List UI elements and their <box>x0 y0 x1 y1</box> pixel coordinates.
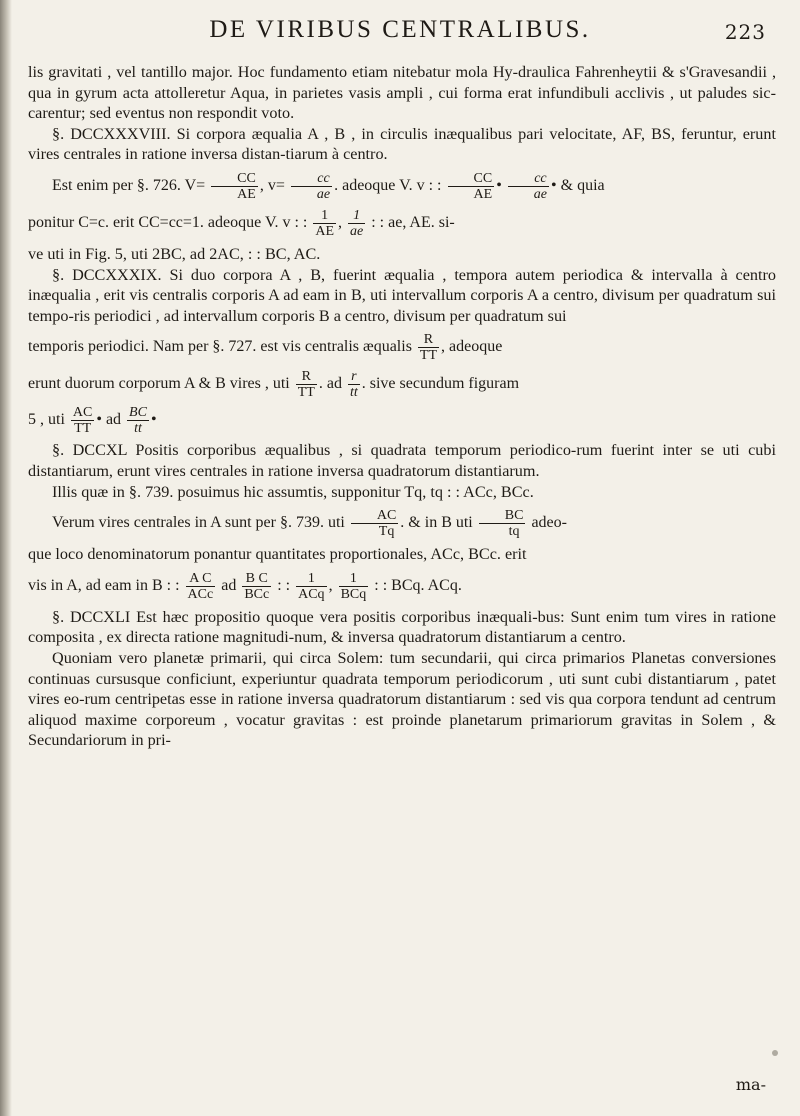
fraction: $\frac{R}{TT}$ <box>297 369 315 401</box>
paragraph: lis gravitati , vel tantillo major. Hoc fundamento etiam nitebatur mola Hy-draulica Fahrenheytii & s'Gravesandii , qua in gyrum acta attolleretur Aqua, in parietes vasis ampli , cui forma erat infundibuli acclivis , ut paludes sic-carentur; sed eventus non respondit voto. <box>28 63 776 123</box>
fraction: $\frac{1}{AE}$ <box>315 207 334 239</box>
paragraph: ve uti in Fig. 5, uti 2BC, ad 2AC, : : BC, AC. <box>28 244 321 263</box>
fraction: $\frac{cc}{ae}$ <box>291 171 332 202</box>
fraction: $\frac{1}{\text{BCq}}$ <box>340 570 367 602</box>
fraction: $\frac{BC}{tt}$ <box>129 405 147 437</box>
formula-line: temporis periodici. Nam per §. 727. est vis centralis æqualis $\frac{R}{TT}$ , adeoque <box>28 332 503 364</box>
body-text <box>28 62 776 751</box>
fraction: $\frac{\text{B C}}{\text{BCc}}$ <box>244 570 270 602</box>
paragraph-738: §. DCCXXXVIII. Si corpora æqualia A , B , in circulis inæqualibus pari velocitate, AF, BS, feruntur, erunt vires centrales in ratione inversa distan-tiarum à centro. <box>28 124 776 164</box>
binding-gutter <box>0 0 12 1116</box>
fraction: $\frac{1}{ae}$ <box>350 207 364 239</box>
formula-line: ponitur C=c. erit CC=cc=1. adeoque V. v : : $\frac{1}{AE}$ , $\frac{1}{ae}$ : : ae, AE. si- <box>28 207 455 239</box>
fraction: $\frac{R}{TT}$ <box>419 332 438 364</box>
paragraph: que loco denominatorum ponantur quantitates proportionales, ACc, BCc. erit <box>28 545 527 564</box>
fraction: $\frac{CC}{AE}$ <box>211 171 258 202</box>
paragraph-739: §. DCCXXXIX. Si duo corpora A , B, fuerint æqualia , tempora autem periodica & intervalla à centro inæqualia , erit vis centralis corporis A ad eam in B, uti intervallum corporis A a centro, divisum per quadratum sui tempo-ris periodici , ad intervallum corporis B a centro, divisum per quadratum sui <box>28 265 776 325</box>
fraction: $\frac{r}{tt}$ <box>349 369 358 401</box>
fraction: $\frac{CC}{AE}$ <box>448 171 495 202</box>
formula-line: erunt duorum corporum A & B vires , uti $\frac{R}{TT}$ . ad $\frac{r}{tt}$ . sive secundum figuram <box>28 369 520 401</box>
paragraph: Quoniam vero planetæ primarii, qui circa Solem: tum secundarii, qui circa primarios Planetas conversiones continuas cursusque conficiunt, experiuntur quadrata temporum periodicorum , uti sunt cubi distantiarum , patet vires eo-rum centripetas esse in ratione inversa quadratorum distantiarum : sed vis qua corpora tendunt ad centrum aliquod maxime corporeum , vocatur gravitas : est proinde planetarum primariorum gravitas in Solem , & Secundariorum in pri- <box>28 648 776 750</box>
fraction: $\frac{AC}{Tq}$ <box>351 508 398 539</box>
ink-mark <box>772 1050 778 1056</box>
page-header <box>0 16 800 56</box>
fraction: $\frac{1}{\text{ACq}}$ <box>298 570 325 602</box>
paragraph: Illis quæ in §. 739. posuimus hic assumtis, supponitur Tq, tq : : ACc, BCc. <box>52 482 534 501</box>
formula-line: 5 , uti $\frac{AC}{TT}$ • ad $\frac{BC}{tt}$ • <box>28 405 157 437</box>
formula-line: Verum vires centrales in A sunt per §. 739. uti $\frac{AC}{Tq}$ . & in B uti $\frac{BC}{tq}$ adeo- <box>52 508 567 540</box>
fraction: $\frac{cc}{ae}$ <box>508 171 549 202</box>
running-head: DE VIRIBUS CENTRALIBUS. <box>209 16 591 43</box>
paragraph-740: §. DCCXL Positis corporibus æqualibus , si quadrata temporum periodico-rum fuerint inter se uti cubi distantiarum, erunt vires centrales in ratione inversa quadratorum distantiarum. <box>28 441 776 480</box>
formula-line: Est enim per §. 726. V= $\frac{CC}{AE}$ , v= $\frac{cc}{ae}$ . adeoque V. v : : $\frac{CC}{AE}$ • $\frac{cc}{ae}$ • & quia <box>52 170 605 202</box>
paragraph-741: §. DCCXLI Est hæc propositio quoque vera positis corporibus inæquali-bus: Sunt enim tum vires in ratione composita , ex directa ratione magnitudi-num, & inversa quadratorum distantiarum a centro. <box>28 607 776 647</box>
fraction: $\frac{\text{A C}}{\text{ACc}}$ <box>187 570 214 602</box>
fraction: $\frac{AC}{TT}$ <box>72 405 93 437</box>
catchword: ma- <box>735 1075 766 1094</box>
fraction: $\frac{BC}{tq}$ <box>479 508 526 539</box>
page-number: 223 <box>724 20 766 44</box>
formula-line: vis in A, ad eam in B : : $\frac{\text{A C}}{\text{ACc}}$ ad $\frac{\text{B C}}{\text{BCc}}$ : : $\frac{1}{\text{ACq}}$ , $\frac{1}{\text{BCq}}$ : : BCq. ACq. <box>28 570 462 602</box>
